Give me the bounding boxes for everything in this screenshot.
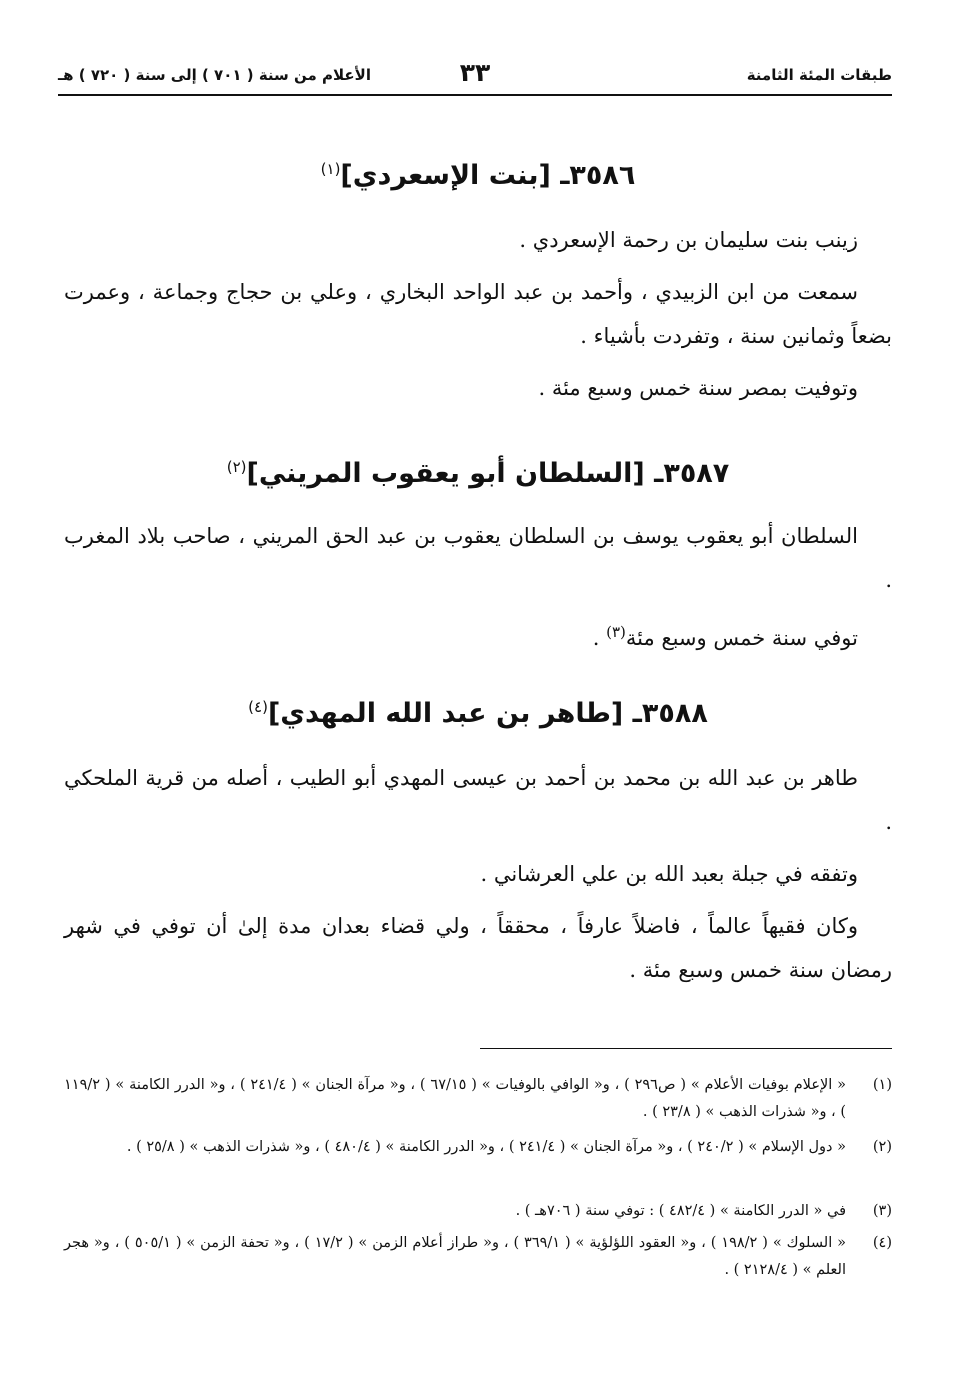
footnote-item <box>64 1134 892 1161</box>
footnote-item <box>64 1198 892 1225</box>
footnote-item <box>64 1072 892 1126</box>
footnote-text: « الإعلام بوفيات الأعلام » ( ص٢٩٦ ) ، و« الوافي بالوفيات » ( ٦٧/١٥ ) ، و« مرآة الجنان » ( ٢٤١/٤ ) ، و« الدرر الكامنة » ( ١١٩/٢ ) ، و« شذرات الذهب » ( ٢٣/٨ ) . <box>64 1077 846 1120</box>
entry-paragraph: وتوفيت بمصر سنة خمس وسبع مئة . <box>538 376 858 400</box>
entry-paragraph: السلطان أبو يعقوب يوسف بن السلطان يعقوب بن عبد الحق المريني ، صاحب بلاد المغرب . <box>64 524 892 592</box>
entry-title-3588: ٣٥٨٨ـ [طاهر بن عبد الله المهدي]$^{(٤)}$ <box>248 698 708 729</box>
footnote-ref[interactable]: (٢) <box>226 458 247 476</box>
page-number: ٣٣ <box>459 58 491 87</box>
footnote-ref[interactable]: (١) <box>320 160 341 178</box>
footnote-ref[interactable]: (٤) <box>248 698 268 716</box>
footnote-text: في « الدرر الكامنة » ( ٤٨٢/٤ ) : توفي سنة ( ٧٠٦هـ ) . <box>515 1203 846 1219</box>
entry-paragraph: وكان فقيهاً عالماً ، فاضلاً عارفاً ، محققاً ، ولي قضاء بعدان مدة إلىٰ أن توفي في شهر رمضان سنة خمس وسبع مئة . <box>64 914 892 982</box>
footnote-text: « السلوك » ( ١٩٨/٢ ) ، و« العقود اللؤلؤية » ( ٣٦٩/١ ) ، و« طراز أعلام الزمن » ( ١٧/٢ ) ، و« تحفة الزمن » ( ٥٠٥/١ ) ، و« هجر العلم » ( ٢١٢٨/٤ ) . <box>64 1235 847 1278</box>
footnote-number: (٢) <box>872 1139 892 1155</box>
entry-title-3586: ٣٥٨٦ـ [بنت الإسعردي]$^{(١)}$ <box>320 160 636 191</box>
entry-paragraph: طاهر بن عبد الله بن محمد بن أحمد بن عيسى المهدي أبو الطيب ، أصله من قرية الملحكي . <box>64 766 892 834</box>
entry-title-3587: ٣٥٨٧ـ [السلطان أبو يعقوب المريني]$^{(٢)}$ <box>226 458 730 489</box>
footnote-item <box>64 1230 892 1284</box>
footnote-number: (٤) <box>872 1235 892 1251</box>
header-rule <box>58 94 892 96</box>
entry-paragraph: توفي سنة خمس وسبع مئة$^{(٣)}$ . <box>592 623 858 650</box>
entry-paragraph: وتفقه في جبلة بعبد الله بن علي العرشاني . <box>480 862 858 886</box>
footnote-ref[interactable]: (٣) <box>606 623 626 641</box>
footnote-number: (١) <box>872 1077 892 1093</box>
footnote-number: (٣) <box>872 1203 892 1219</box>
year-range: الأعلام من سنة ( ٧٠١ ) إلى سنة ( ٧٢٠ ) هـ <box>58 66 371 84</box>
entry-paragraph: زينب بنت سليمان بن رحمة الإسعردي . <box>519 228 858 252</box>
footnote-separator <box>480 1048 892 1049</box>
footnote-text: « دول الإسلام » ( ٢٤٠/٢ ) ، و« مرآة الجنان » ( ٢٤١/٤ ) ، و« الدرر الكامنة » ( ٤٨٠/٤ ) ، و« شذرات الذهب » ( ٢٥/٨ ) . <box>126 1139 846 1155</box>
running-header <box>58 58 892 92</box>
section-title: طبقات المئة الثامنة <box>746 66 892 84</box>
entry-paragraph: سمعت من ابن الزبيدي ، وأحمد بن عبد الواحد البخاري ، وعلي بن حجاج وجماعة ، وعمرت بضعاً وثمانين سنة ، وتفردت بأشياء . <box>64 280 892 348</box>
